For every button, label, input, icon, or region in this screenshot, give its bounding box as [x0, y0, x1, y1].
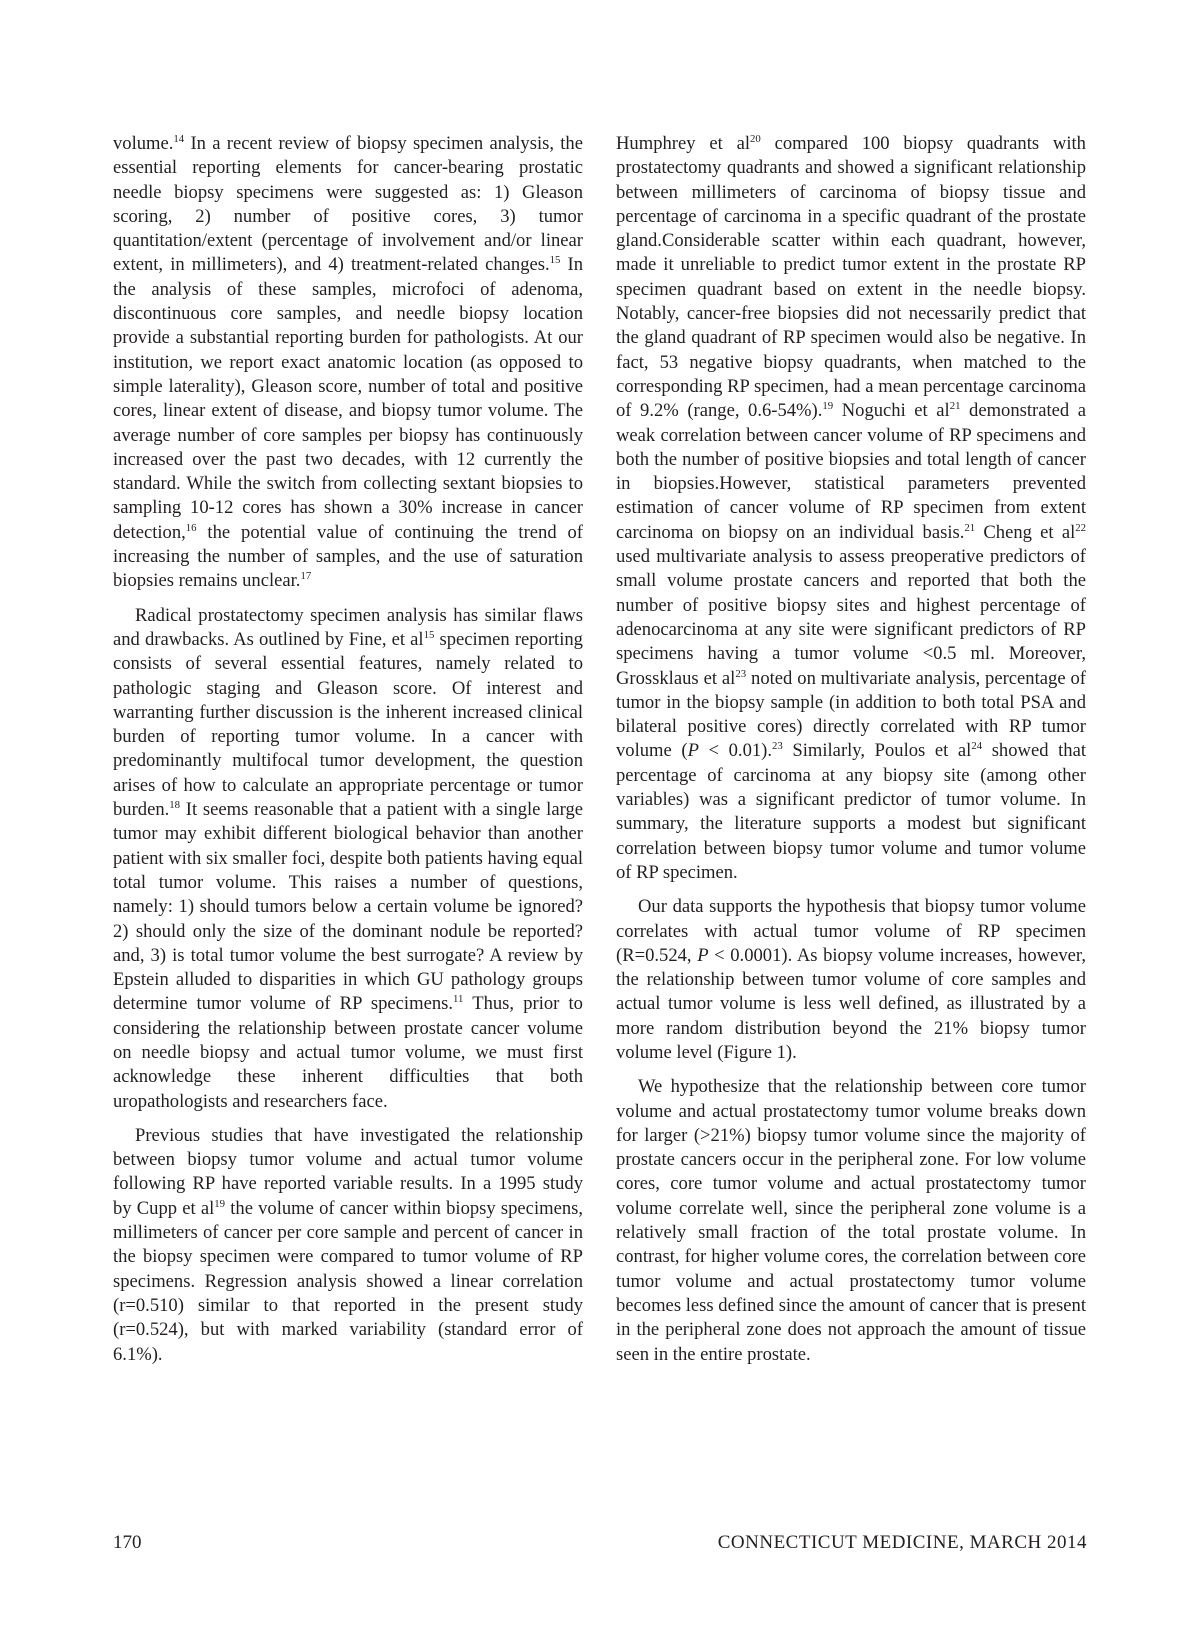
paragraph	[113, 604, 583, 1114]
text-run: compared 100 biopsy quadrants with prostatectomy quadrants and showed a significant relationship between millimeters of carcinoma of biopsy tissue and percentage of carcinoma in a specific quadrant of the prostate gland.Considerable scatter within each quadrant, however, made it unreliable to predict tumor extent in the prostate RP specimen quadrant based on extent in the needle biopsy. Notably, cancer-free biopsies did not necessarily predict that the gland quadrant of RP specimen would also be negative. In fact, 53 negative biopsy quadrants, when matched to the corresponding RP specimen, had a mean percentage carcinoma of 9.2% (range, 0.6-54%).	[616, 133, 1086, 422]
text-run: We hypothesize that the relationship between core tumor volume and actual prostatectomy tumor volume breaks down for larger (>21%) biopsy tumor volume since the majority of prostate cancers occur in the peripheral zone. For low volume cores, core tumor volume and actual prostatectomy tumor volume correlate well, since the peripheral zone volume is a relatively small fraction of the total prostate volume. In contrast, for higher volume cores, the correlation between core tumor volume and actual prostatectomy tumor volume becomes less defined since the amount of cancer that is present in the peripheral zone does not approach the amount of tissue seen in the entire prostate.	[616, 1076, 1086, 1365]
text-run: the volume of cancer within biopsy specimens, millimeters of cancer per core sample and percent of cancer in the biopsy specimen were compared to tumor volume of RP specimens. Regression analysis showed a linear correlation (r=0.510) similar to that reported in the present study (r=0.524), but with marked variability (standard error of 6.1%).	[113, 1197, 584, 1365]
text-run: Thus, prior to considering the relationship between prostate cancer volume on needle biopsy and actual tumor volume, we must first acknowledge these inherent difficulties that both uropathologists and researchers face.	[113, 993, 583, 1112]
citation-superscript: 19	[822, 400, 834, 413]
right-text-column	[616, 132, 1086, 1377]
text-run: Humphrey et al	[616, 133, 750, 154]
italic-text: P	[687, 740, 699, 762]
text-run: Noguchi et al	[833, 400, 950, 422]
text-run: used multivariate analysis to assess preoperative predictors of small volume prostate cancers and reported that both the number of positive biopsy sites and highest percentage of adenocarcinoma at any site were significant predictors of RP specimens having a tumor volume <0.5 ml. Moreover, Grossklaus et al	[616, 546, 1086, 689]
citation-superscript: 17	[300, 570, 312, 583]
left-text-column	[113, 132, 583, 1377]
citation-superscript: 11	[453, 993, 464, 1006]
page-number: 170	[113, 1532, 142, 1553]
citation-superscript: 18	[169, 798, 181, 811]
citation-superscript: 23	[772, 740, 783, 753]
citation-superscript: 20	[750, 132, 761, 145]
paragraph	[616, 132, 1086, 885]
text-run: In the analysis of these samples, microfoci of adenoma, discontinuous core samples, and needle biopsy location provide a substantial reporting burden for pathologists. At our institution, we report exact anatomic location (as opposed to simple laterality), Gleason score, number of total and positive cores, linear extent of disease, and biopsy tumor volume. The average number of core samples per biopsy has continuously increased over the past two decades, with 12 currently the standard. While the switch from collecting sextant biopsies to sampling 10-12 cores has shown a 30% increase in cancer detection,	[113, 254, 583, 543]
citation-superscript: 22	[1075, 521, 1086, 534]
citation-superscript: 24	[971, 740, 983, 753]
citation-superscript: 15	[423, 628, 435, 641]
text-run: In a recent review of biopsy specimen analysis, the essential reporting elements for cancer-bearing prostatic needle biopsy specimens were suggested as: 1) Gleason scoring, 2) number of positive cores, 3) tumor quantitation/extent (percentage of involvement and/or linear extent, in millimeters), and 4) treatment-related changes.	[113, 133, 583, 276]
citation-superscript: 16	[185, 521, 197, 534]
text-run: It seems reasonable that a patient with a single large tumor may exhibit different biological behavior than another patient with six smaller foci, despite both patients having equal total tumor volume. This raises a number of questions, namely: 1) should tumors below a certain volume be ignored? 2) should only the size of the dominant nodule be reported? and, 3) is total tumor volume the best surrogate? A review by Epstein alluded to disparities in which GU pathology groups determine tumor volume of RP specimens.	[113, 799, 583, 1015]
text-run: demonstrated a weak correlation between cancer volume of RP specimens and both the number of positive biopsies and total length of cancer in biopsies.However, statistical parameters prevented estimation of cancer volume of RP specimen from extent carcinoma on biopsy on an individual basis.	[616, 400, 1087, 543]
text-run: Cheng et al	[975, 521, 1076, 543]
paragraph	[616, 895, 1086, 1065]
citation-superscript: 21	[949, 400, 961, 413]
text-run: volume.	[113, 133, 174, 154]
text-run: showed that percentage of carcinoma at any biopsy site (among other variables) was a significant predictor of tumor volume. In summary, the literature supports a modest but significant correlation between biopsy tumor volume and tumor volume of RP specimen.	[616, 740, 1086, 883]
text-run: < 0.01).	[698, 740, 773, 762]
text-run: < 0.0001). As biopsy volume increases, however, the relationship between tumor volume of core samples and actual tumor volume is less well defined, as illustrated by a more random distribution beyond the 21% biopsy tumor volume level (Figure 1).	[616, 944, 1086, 1063]
journal-footer: CONNECTICUT MEDICINE, MARCH 2014	[717, 1532, 1087, 1553]
paragraph	[616, 1075, 1086, 1367]
text-run: Previous studies that have investigated the relationship between biopsy tumor volume and actual tumor volume following RP have reported variable results. In a 1995 study by Cupp et al	[113, 1124, 583, 1219]
paragraph	[113, 1124, 583, 1367]
text-run: Similarly, Poulos et al	[782, 740, 972, 762]
text-run: Our data supports the hypothesis that biopsy tumor volume correlates with actual tumor volume of RP specimen (R=0.524,	[616, 896, 1086, 966]
text-run: noted on multivariate analysis, percentage of tumor in the biopsy sample (in addition to both total PSA and bilateral positive cores) directly correlated with RP tumor volume (	[616, 667, 1086, 762]
citation-superscript: 14	[173, 132, 185, 145]
citation-superscript: 19	[214, 1197, 226, 1210]
text-run: the potential value of continuing the trend of increasing the number of samples, and the use of saturation biopsies remains unclear.	[113, 521, 583, 592]
text-run: specimen reporting consists of several essential features, namely related to pathologic staging and Gleason score. Of interest and warranting further discussion is the inherent increased clinical burden of reporting tumor volume. In a cancer with predominantly multifocal tumor development, the question arises of how to calculate an appropriate percentage or tumor burden.	[113, 628, 583, 821]
text-run: Radical prostatectomy specimen analysis has similar flaws and drawbacks. As outlined by Fine, et al	[113, 604, 583, 650]
citation-superscript: 21	[964, 521, 976, 534]
paragraph	[113, 132, 583, 594]
italic-text: P	[697, 944, 709, 966]
citation-superscript: 15	[549, 254, 561, 267]
citation-superscript: 23	[735, 667, 747, 680]
